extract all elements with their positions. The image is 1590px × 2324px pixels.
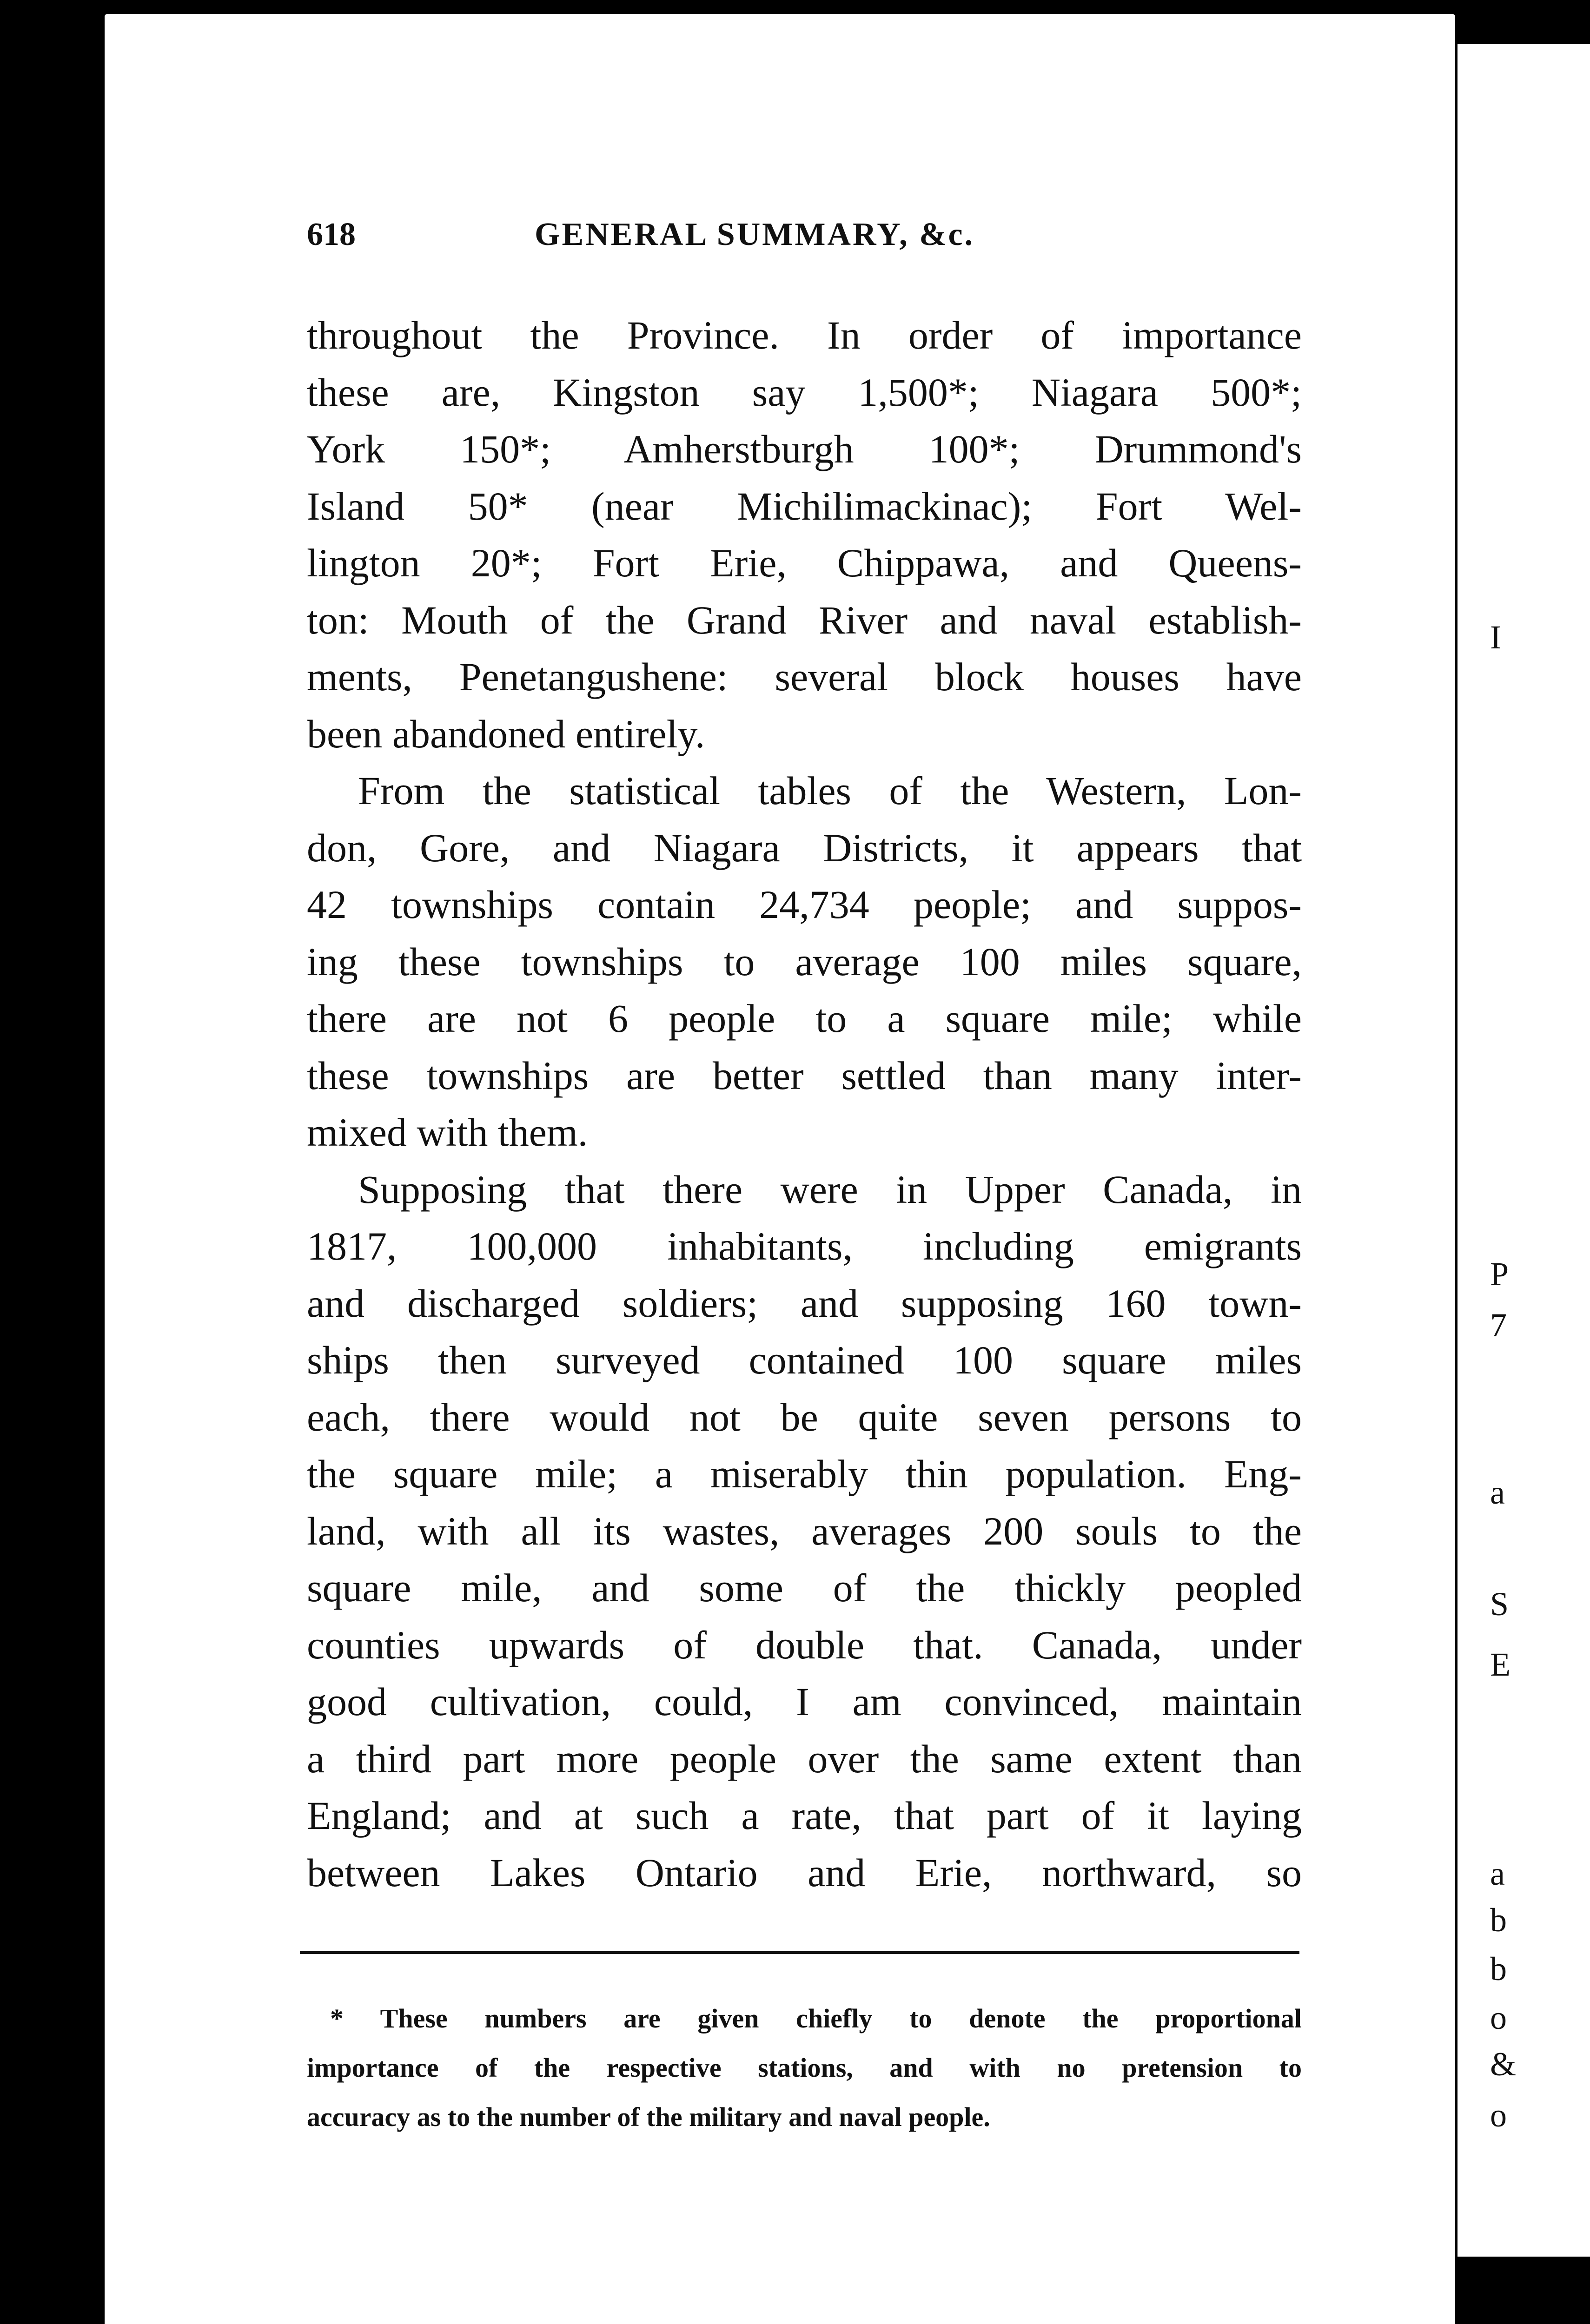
fragment-letter: o [1490,2097,1507,2134]
text-line: From the statistical tables of the Western, Lon- [358,768,1302,813]
running-title: GENERAL SUMMARY, &c. [535,217,975,252]
page-number: 618 [307,217,356,252]
fragment-letter: S [1490,1585,1509,1623]
footnote-line: * These numbers are given chiefly to denote the proportional [330,2003,1302,2034]
text-line: square mile, and some of the thickly peopled [307,1565,1302,1610]
text-line: lington 20*; Fort Erie, Chippawa, and Queens- [307,541,1302,585]
fragment-letter: I [1490,619,1501,656]
text-line: ments, Penetangushene: several block houses have [307,654,1302,699]
fragment-letter: b [1490,1950,1507,1987]
text-line: these are, Kingston say 1,500*; Niagara 500*; [307,370,1302,415]
text-line: a third part more people over the same extent than [307,1736,1302,1781]
adjacent-page-edge [1458,44,1590,2257]
text-line: land, with all its wastes, averages 200 souls to the [307,1508,1302,1553]
text-line: between Lakes Ontario and Erie, northward, so [307,1850,1302,1895]
text-line: good cultivation, could, I am convinced, maintain [307,1679,1302,1724]
text-line: 1817, 100,000 inhabitants, including emigrants [307,1224,1302,1268]
body-text [307,307,1302,1901]
footnote-line: importance of the respective stations, and with no pretension to [307,2053,1302,2083]
fragment-letter: 7 [1490,1307,1507,1344]
text-line: there are not 6 people to a square mile; while [307,996,1302,1041]
text-line: these townships are better settled than many inter- [307,1053,1302,1098]
paragraph-2 [307,762,1302,1161]
text-line: mixed with them. [307,1110,588,1155]
running-header [307,216,1106,267]
text-line: 42 townships contain 24,734 people; and suppos- [307,882,1302,927]
text-line: and discharged soldiers; and supposing 160 town- [307,1281,1302,1326]
fragment-letter: & [1490,2046,1517,2083]
footnote-line: accuracy as to the number of the military and naval people. [307,2102,990,2132]
footnote-rule [300,1951,1299,1954]
text-line: throughout the Province. In order of importance [307,313,1302,357]
text-line: Supposing that there were in Upper Canada, in [358,1167,1302,1212]
text-line: each, there would not be quite seven persons to [307,1394,1302,1439]
text-line: York 150*; Amherstburgh 100*; Drummond's [307,427,1302,471]
text-line: England; and at such a rate, that part of it laying [307,1793,1302,1838]
text-line: been abandoned entirely. [307,711,705,756]
text-line: counties upwards of double that. Canada, under [307,1622,1302,1667]
text-line: ships then surveyed contained 100 square miles [307,1338,1302,1382]
text-line: ing these townships to average 100 miles square, [307,939,1302,984]
fragment-letter: P [1490,1255,1509,1293]
paragraph-1 [307,307,1302,762]
paragraph-3 [307,1161,1302,1901]
fragment-letter: o [1490,1999,1507,2036]
fragment-letter: a [1490,1855,1505,1892]
text-line: ton: Mouth of the Grand River and naval establish- [307,597,1302,642]
fragment-letter: a [1490,1474,1505,1511]
fragment-letter: E [1490,1646,1510,1683]
footnote [307,1994,1302,2142]
text-line: Island 50* (near Michilimackinac); Fort Wel- [307,483,1302,528]
fragment-letter: b [1490,1901,1507,1939]
text-line: don, Gore, and Niagara Districts, it appears that [307,825,1302,870]
text-line: the square mile; a miserably thin population. Eng- [307,1452,1302,1496]
